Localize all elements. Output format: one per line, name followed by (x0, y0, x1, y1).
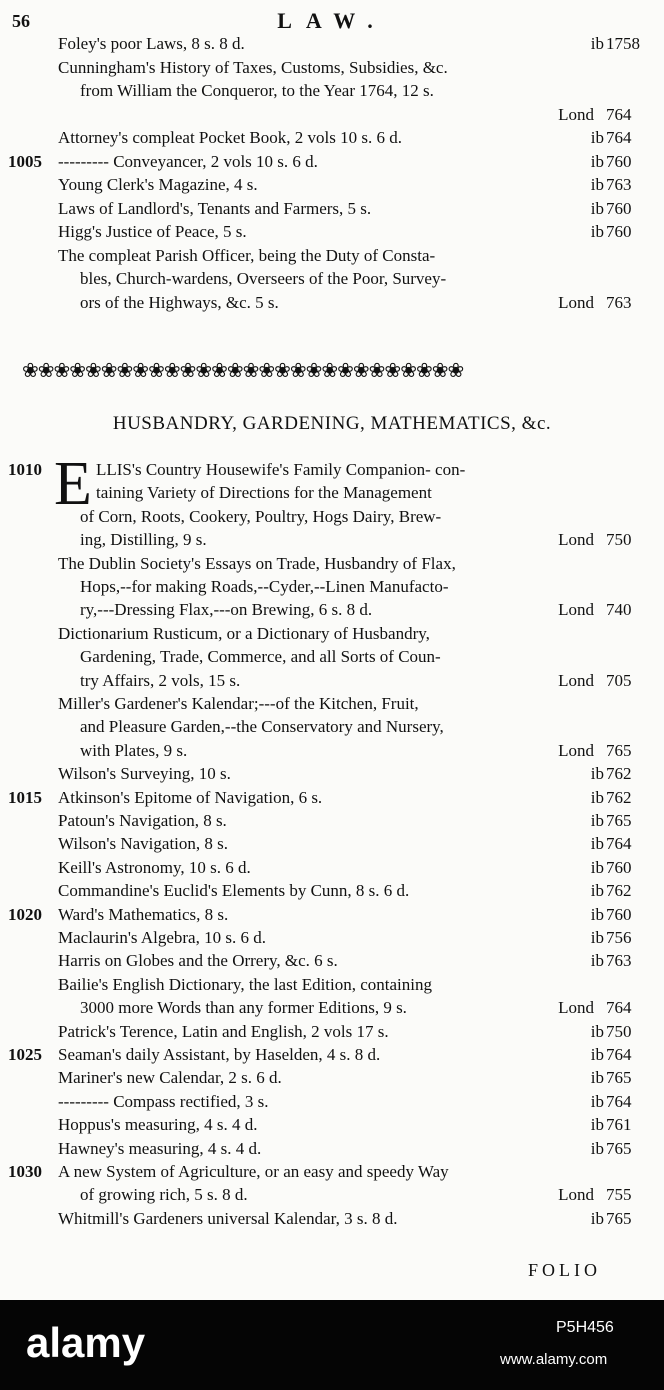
entry-publisher: ib (590, 1045, 604, 1064)
entry-publisher: ib (590, 928, 604, 947)
catalogue-entry-line (0, 150, 664, 174)
entry-text: Wilson's Surveying, 10 s. (58, 764, 231, 784)
entry-text: ors of the Highways, &c. 5 s. (80, 292, 279, 312)
entry-year: 762 (606, 881, 632, 901)
entry-year: 764 (606, 104, 632, 124)
entry-publisher: ib (590, 1208, 604, 1228)
catalogue-entry-line (0, 244, 664, 268)
catalogue-entry-line (0, 1043, 664, 1067)
entry-text: Higg's Justice of Peace, 5 s. (58, 222, 247, 241)
entry-publisher: ib (590, 764, 604, 784)
catalogue-entry-line (0, 1113, 664, 1137)
catalogue-entry-line (0, 856, 664, 880)
entry-year: 760 (606, 904, 632, 924)
catalogue-entry-line (0, 879, 664, 903)
catalogue-entry-line (0, 809, 664, 833)
catalogue-entry-line (0, 552, 664, 576)
entry-publisher: ib (590, 787, 604, 807)
entry-publisher: ib (590, 175, 604, 194)
catalogue-entry-line (0, 669, 664, 693)
entry-year: 762 (606, 787, 632, 807)
entry-year: 764 (606, 1045, 632, 1064)
entry-publisher: ib (590, 198, 604, 218)
entry-publisher: ib (590, 128, 604, 147)
catalogue-entry-line (0, 926, 664, 950)
ornamental-rule: ❀❀❀❀❀❀❀❀❀❀❀❀❀❀❀❀❀❀❀❀❀❀❀❀❀❀❀❀ (22, 360, 464, 382)
catalogue-entry-line (0, 173, 664, 197)
entry-text: of Corn, Roots, Cookery, Poultry, Hogs Dairy, Brew- (80, 506, 442, 526)
entry-text: Mariner's new Calendar, 2 s. 6 d. (58, 1068, 282, 1088)
catalogue-entry-line (0, 786, 664, 810)
catalogue-entry-line (0, 973, 664, 997)
entry-text: Atkinson's Epitome of Navigation, 6 s. (58, 787, 323, 807)
catalogue-entry-line (0, 267, 664, 291)
entry-number: 1030 (8, 1162, 42, 1181)
entry-publisher: Lond (558, 600, 594, 620)
entry-text: ry,---Dressing Flax,---on Brewing, 6 s. 8 d. (80, 600, 373, 620)
entry-text: Patoun's Navigation, 8 s. (58, 811, 227, 830)
entry-year: 705 (606, 670, 632, 690)
entry-year: 764 (606, 1091, 632, 1111)
entry-publisher: Lond (558, 670, 594, 690)
catalogue-entry-line (0, 715, 664, 739)
entry-text: The Dublin Society's Essays on Trade, Husbandry of Flax, (58, 553, 456, 573)
entry-publisher: ib (590, 811, 604, 830)
entry-text: 3000 more Words than any former Editions, 9 s. (80, 998, 407, 1018)
entry-publisher: ib (590, 1021, 604, 1041)
entry-publisher: ib (590, 151, 604, 171)
entry-publisher: ib (590, 857, 604, 877)
entry-text: Gardening, Trade, Commerce, and all Sorts of Coun- (80, 647, 441, 667)
watermark-url: www.alamy.com (500, 1351, 608, 1368)
catalogue-entry-line (0, 197, 664, 221)
entry-year: 765 (606, 1068, 632, 1088)
entry-publisher: Lond (558, 1185, 594, 1205)
entry-publisher: ib (590, 881, 604, 901)
entry-number: 1020 (8, 904, 42, 924)
entry-text: Attorney's compleat Pocket Book, 2 vols 10 s. 6 d. (58, 128, 402, 147)
entry-year: 755 (606, 1185, 632, 1205)
entry-year: 764 (606, 128, 632, 147)
catalogue-entry-line (0, 220, 664, 244)
entry-text: try Affairs, 2 vols, 15 s. (80, 670, 241, 690)
watermark-logo: alamy (26, 1319, 146, 1366)
watermark-image-id: P5H456 (556, 1319, 614, 1336)
entry-publisher: ib (590, 1068, 604, 1088)
entry-text: Laws of Landlord's, Tenants and Farmers, 5 s. (58, 198, 372, 218)
catalogue-entry-line (0, 1207, 664, 1231)
entry-text: --------- Conveyancer, 2 vols 10 s. 6 d. (58, 151, 318, 171)
entry-text: Hops,--for making Roads,--Cyder,--Linen Manufacto- (80, 577, 449, 596)
entry-text: The compleat Parish Officer, being the Duty of Consta- (58, 245, 436, 265)
entry-number: 1025 (8, 1045, 42, 1064)
entry-text: Commandine's Euclid's Elements by Cunn, 8 s. 6 d. (58, 881, 410, 901)
entry-text: Young Clerk's Magazine, 4 s. (58, 175, 258, 194)
entry-text: bles, Church-wardens, Overseers of the Poor, Survey- (80, 269, 447, 288)
catalogue-entry-line (0, 739, 664, 763)
entry-year: 765 (606, 811, 632, 830)
entry-year: 762 (606, 764, 632, 784)
entry-text: with Plates, 9 s. (80, 740, 188, 760)
catalogue-entry-line (0, 598, 664, 622)
catalogue-entry-line (0, 832, 664, 856)
catalogue-entry-line (0, 903, 664, 927)
entry-publisher: ib (590, 1138, 604, 1158)
entry-year: 765 (606, 1138, 632, 1158)
entry-text: Foley's poor Laws, 8 s. 8 d. (58, 34, 245, 53)
catalogue-entry-line (0, 528, 664, 552)
entry-publisher: Lond (558, 104, 594, 124)
entry-text: Whitmill's Gardeners universal Kalendar, 3 s. 8 d. (58, 1208, 398, 1228)
entry-text: of growing rich, 5 s. 8 d. (80, 1185, 248, 1205)
catalogue-entry-line (0, 692, 664, 716)
entry-text: Keill's Astronomy, 10 s. 6 d. (58, 857, 251, 877)
entry-publisher: Lond (558, 292, 594, 312)
entry-year: 764 (606, 834, 632, 854)
entry-year: 760 (606, 857, 632, 877)
catalogue-entry-line (0, 79, 664, 103)
entry-publisher: Lond (558, 998, 594, 1018)
entry-text: Wilson's Navigation, 8 s. (58, 834, 229, 854)
entry-year: 763 (606, 951, 632, 971)
entry-publisher: Lond (558, 530, 594, 550)
catalogue-entry-line (0, 291, 664, 315)
entry-text: Miller's Gardener's Kalendar;---of the Kitchen, Fruit, (58, 694, 419, 713)
entry-text: Cunningham's History of Taxes, Customs, Subsidies, &c. (58, 57, 448, 77)
catalogue-entry-line (0, 1160, 664, 1184)
entry-publisher: ib (590, 1091, 604, 1111)
entry-text: ing, Distilling, 9 s. (80, 530, 207, 550)
entry-year: 750 (606, 1021, 632, 1041)
catalogue-entry-line (0, 1066, 664, 1090)
catalogue-entry-line (0, 32, 664, 56)
running-title: LAW. (277, 8, 387, 33)
entry-text: Seaman's daily Assistant, by Haselden, 4 s. 8 d. (58, 1045, 381, 1064)
entry-text: taining Variety of Directions for the Management (96, 483, 432, 503)
entry-publisher: ib (590, 1115, 604, 1135)
entry-year: 760 (606, 198, 632, 218)
catalogue-entry-line (0, 762, 664, 786)
entry-year: 763 (606, 175, 632, 194)
entry-text: Harris on Globes and the Orrery, &c. 6 s. (58, 951, 338, 971)
entry-year: 1758 (606, 34, 640, 53)
page-number: 56 (12, 11, 30, 31)
catalogue-entry-line (0, 645, 664, 669)
entry-text: LLIS's Country Housewife's Family Companion- con- (96, 460, 466, 479)
catalogue-entry-line (0, 1183, 664, 1207)
entry-text: Bailie's English Dictionary, the last Edition, containing (58, 974, 433, 994)
catalogue-entry-line (0, 103, 664, 127)
entry-year: 761 (606, 1115, 632, 1135)
entry-publisher: Lond (558, 740, 594, 760)
entry-text: --------- Compass rectified, 3 s. (58, 1091, 269, 1111)
entry-year: 763 (606, 292, 632, 312)
watermark-banner (0, 1300, 664, 1390)
entry-publisher: ib (590, 834, 604, 854)
entry-number: 1010 (8, 460, 42, 479)
entry-number: 1005 (8, 151, 42, 171)
catalogue-entry-line (0, 505, 664, 529)
catalogue-entry-line (0, 996, 664, 1020)
entry-year: 756 (606, 928, 632, 947)
entry-text: A new System of Agriculture, or an easy and speedy Way (58, 1162, 449, 1181)
entry-text: Patrick's Terence, Latin and English, 2 vols 17 s. (58, 1021, 389, 1041)
drop-capital: E (54, 450, 92, 518)
catchword: FOLIO (528, 1260, 601, 1280)
entry-text: from William the Conqueror, to the Year 1764, 12 s. (80, 81, 434, 100)
entry-publisher: ib (590, 951, 604, 971)
catalogue-entry-line (0, 949, 664, 973)
entry-publisher: ib (590, 34, 604, 53)
catalogue-entry-line (0, 458, 664, 482)
entry-year: 765 (606, 1208, 632, 1228)
entry-text: Maclaurin's Algebra, 10 s. 6 d. (58, 928, 266, 947)
entry-year: 765 (606, 740, 632, 760)
entry-year: 750 (606, 530, 632, 550)
catalogue-entry-line (0, 481, 664, 505)
catalogue-entry-line (0, 1020, 664, 1044)
entry-publisher: ib (590, 222, 604, 241)
catalogue-entry-line (0, 1137, 664, 1161)
entry-publisher: ib (590, 904, 604, 924)
catalogue-entry-line (0, 575, 664, 599)
catalogue-entry-line (0, 56, 664, 80)
entry-year: 764 (606, 998, 632, 1018)
section-title: HUSBANDRY, GARDENING, MATHEMATICS, &c. (112, 413, 552, 434)
entry-text: and Pleasure Garden,--the Conservatory and Nursery, (80, 717, 444, 737)
catalogue-entry-line (0, 622, 664, 646)
entry-number: 1015 (8, 787, 42, 807)
catalogue-entry-line (0, 126, 664, 150)
entry-text: Ward's Mathematics, 8 s. (58, 904, 229, 924)
entry-text: Hoppus's measuring, 4 s. 4 d. (58, 1115, 258, 1135)
entry-year: 760 (606, 151, 632, 171)
entry-year: 740 (606, 600, 632, 620)
entry-text: Dictionarium Rusticum, or a Dictionary of Husbandry, (58, 623, 430, 643)
entry-text: Hawney's measuring, 4 s. 4 d. (58, 1138, 262, 1158)
entry-year: 760 (606, 222, 632, 241)
catalogue-entry-line (0, 1090, 664, 1114)
